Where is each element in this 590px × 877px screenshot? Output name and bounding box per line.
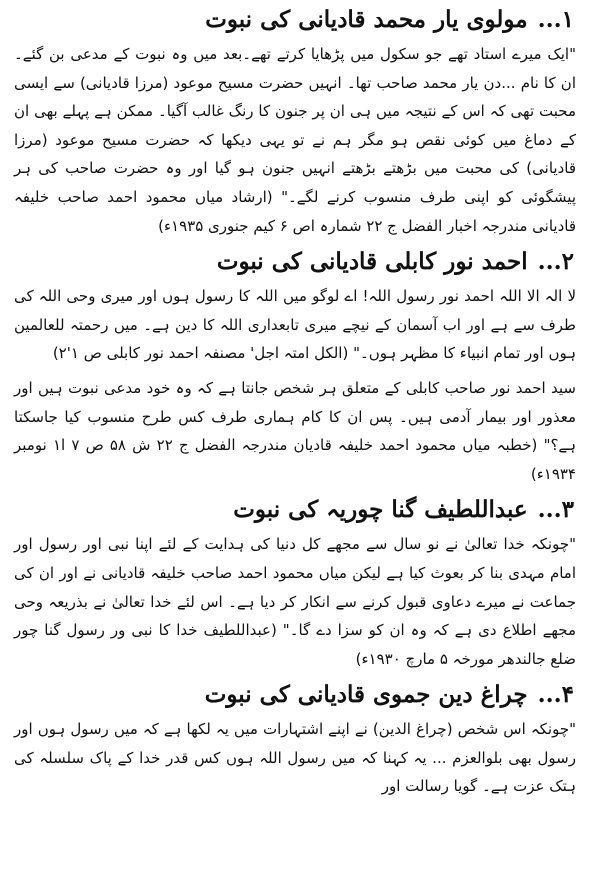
- section-3-paragraph-1: "چونکہ خدا تعالیٰ نے نو سال سے مجھے کل دنیا کی ہدایت کے لئے اپنا نبی اور رسول اور امام مہدی بنا کر بعوث کیا ہے لیکن میاں محمود احمد صاحب خلیفہ قادیانی نے اور ان کی جماعت نے میرے دعاوی قبول کرنے سے انکار کر دیا ہے۔ اس لئے خدا تعالیٰ نے بذریعہ وحی مجھے اطلاع دی ہے کہ وہ ان کو سزا دے گا۔" (عبداللطیف خدا کا نبی ور رسول گنا چور ضلع جالندھر مورخہ ۵ مارچ ۱۹۳۰ء): [14, 535, 576, 668]
- section-title: چراغ دین جموی قادیانی کی نبوت: [204, 681, 528, 709]
- section-number: ...۲: [537, 248, 574, 276]
- section-heading-4: [14, 679, 576, 715]
- section-title: مولوی یار محمد قادیانی کی نبوت: [205, 6, 528, 33]
- section-heading-2: [14, 246, 576, 282]
- section-number: ...١: [537, 6, 574, 33]
- section-2-paragraph-1: لا الہ الا اللہ احمد نور رسول اللہ! اے لوگو میں اللہ کا رسول ہوں اور میری وحی اللہ کی طرف سے ہے اور اب آسمان کے نیچے میری تابعداری اللہ کا دین ہے۔ میں رحمتہ للعالمین ہوں اور تمام انبیاء کا مظہر ہوں۔" (الکل امتہ اجل' مصنفہ احمد نور کابلی ص ۱'۲): [14, 287, 576, 363]
- section-number: ...۴: [537, 681, 574, 709]
- section-title: احمد نور کابلی قادیانی کی نبوت: [216, 248, 528, 276]
- section-4-paragraph-1: "چونکہ اس شخص (چراغ الدین) نے اپنے اشتہارات میں یہ لکھا ہے کہ میں رسول ہوں اور رسول بھی بلوالعزم ... یہ کہنا کہ میں رسول اللہ ہوں کس قدر خدا کے پاک سلسلہ کی ہتک عزت ہے۔ گویا رسالت اور: [14, 720, 576, 796]
- section-2-paragraph-2: سید احمد نور صاحب کابلی کے متعلق ہر شخص جانتا ہے کہ وہ خود مدعی نبوت ہیں اور معذور اور بیمار آدمی ہیں۔ پس ان کا کام ہماری طرف کس طرح منسوب کیا جاسکتا ہے؟" (خطبہ میاں محمود احمد خلیفہ قادیان مندرجہ الفضل ج ۲۲ ش ۵۸ ص ۷ ا۱ نومبر ۱۹۳۴ء): [14, 378, 577, 483]
- section-heading-3: [14, 494, 576, 530]
- section-heading-1: [14, 4, 576, 40]
- section-number: ...۳: [537, 496, 574, 524]
- section-1-paragraph-1: "ایک میرے استاد تھے جو سکول میں پڑھایا کرتے تھے۔بعد میں وہ نبوت کے مدعی بن گئے۔ ان کا نام ...دن یار محمد صاحب تھا۔ انہیں حضرت مسیح موعود (مرزا قادیانی) سے ایسی محبت تھی کہ اس کے نتیجہ میں ہی ان پر جنون کا رنگ غالب آگیا۔ ممکن ہے پہلے بھی ان کے دماغ میں کوئی نقص ہو مگر ہم نے تو یہی دیکھا کہ حضرت مسیح موعود (مرزا قادیانی) کی محبت میں بڑھتے بڑھتے انہیں جنون ہو گیا اور وہ حضرت صاحب کی ہر پیشگوئی کو اپنی طرف منسوب کرنے لگے۔" (ارشاد میاں محمود احمد صاحب خلیفہ قادیانی مندرجہ اخبار الفضل ج ۲۲ شمارہ اص ۶ کیم جنوری ۱۹۳۵ء): [14, 45, 576, 235]
- section-title: عبداللطیف گنا چوریہ کی نبوت: [233, 496, 528, 524]
